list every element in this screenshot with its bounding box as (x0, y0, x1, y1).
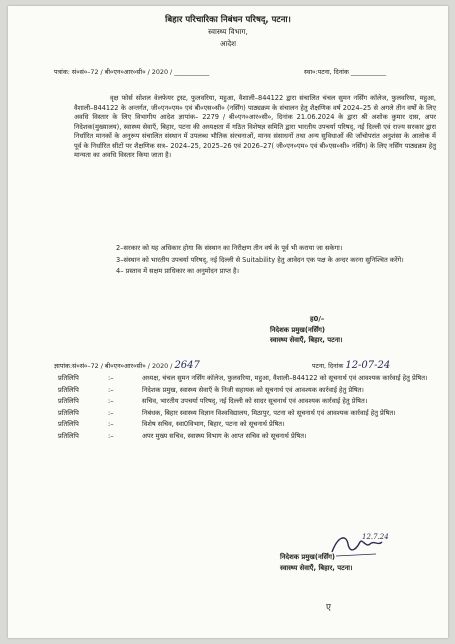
handwritten-number: 2647 (174, 360, 200, 371)
signatory-office-2: स्वास्थ्य सेवाएँ, बिहार, पटना। (280, 563, 353, 572)
copy-row: प्रतिलिपि :– अध्यक्ष, चंचल सुमन नर्सिंग कॉलेज, फुलवरिया, महुआ, वैशाली–844122 को सूचनार्थ एवं आवश्यक कार्रवाई हेतु प्रेषित। (58, 374, 436, 384)
copy-text: अध्यक्ष, चंचल सुमन नर्सिंग कॉलेज, फुलवरिया, महुआ, वैशाली–844122 को सूचनार्थ एवं आवश्यक कार्रवाई हेतु प्रेषित। (142, 374, 428, 382)
copy-row: प्रतिलिपि :– निबंधक, बिहार स्वास्थ्य विज्ञान विश्वविद्यालय, मिठापुर, पटना को सूचनार्थ एवं आवश्यक कार्रवाई हेतु प्रेषित। (58, 409, 436, 419)
copy-list (58, 374, 436, 443)
handwritten-date: 12-07-24 (345, 360, 391, 371)
point-2: 2–सरकार को यह अधिकार होगा कि संस्थान का निरीक्षण तीन वर्ष के पूर्व भी कराया जा सकेगा। (116, 244, 343, 252)
copy-label: प्रतिलिपि (58, 385, 79, 394)
copy-text: निबंधक, बिहार स्वास्थ्य विज्ञान विश्वविद्यालय, मिठापुर, पटना को सूचनार्थ एवं आवश्यक कार्रवाई हेतु प्रेषित। (142, 408, 396, 417)
memo-number-text: ज्ञापांक:सं०सं०–72 / बी०एन०आर०सी० / 2020 / (54, 362, 173, 370)
memo-date (312, 359, 390, 374)
order-body (74, 94, 436, 161)
copy-row: प्रतिलिपि :– सचिव, भारतीय उपचर्या परिषद्, नई दिल्ली को सादर सूचनार्थ एवं आवश्यक कार्रवाई हेतु प्रेषित। (58, 397, 436, 407)
signatory-title-2: निदेशक प्रमुख(नर्सिंग) (280, 553, 336, 561)
copy-label: प्रतिलिपि (58, 397, 79, 406)
end-mark: ए (326, 603, 331, 613)
copy-label: प्रतिलिपि (58, 431, 79, 440)
signature-block-1 (270, 314, 343, 346)
reference-row (54, 68, 428, 80)
org-title: बिहार परिचारिका निबंधन परिषद्, पटना। (165, 15, 291, 25)
copy-row: प्रतिलिपि :– विशेष सचिव, स्वा0विभाग, बिहार, पटना को सूचनार्थ प्रेषित। (58, 420, 436, 430)
letter-number: पत्रांक: सं०सं०–72 / बी०एन०आर०सी० / 2020 / ___________ (54, 68, 210, 76)
department-name: स्वास्थ्य विभाग, (208, 27, 248, 36)
document-page (8, 6, 448, 638)
copy-text: सचिव, भारतीय उपचर्या परिषद्, नई दिल्ली को सादर सूचनार्थ एवं आवश्यक कार्रवाई हेतु प्रेषित। (142, 397, 368, 406)
copy-row: प्रतिलिपि :– अपर मुख्य सचिव, स्वास्थ्य विभाग के आप्त सचिव को सूचनार्थ प्रेषित। (58, 432, 436, 442)
letter-date: स्था०:पटना, दिनांक ___________ (304, 68, 387, 76)
signed-mark: ह0/– (310, 315, 325, 323)
memo-date-label: पटना, दिनांक (312, 362, 344, 370)
order-points (116, 244, 428, 279)
point-4: 4– प्रस्ताव में सक्षम प्राधिकार का अनुमोदन प्राप्त है। (116, 267, 240, 276)
order-paragraph: वृक्ष फोर्स सोशल वेलफेयर ट्रस्ट, फुलवरिया, महुआ, वैशाली–844122 द्वारा संचालित चंचल सुमन नर्सिंग कॉलेज, फुलवरिया, महुआ, वैशाली–844122 के अन्तर्गत, जी०एन०एम० एवं बी०एस०सी० (नर्सिंग) पाठ्यक्रम के संचालन हेतु शैक्षणिक वर्ष 2024–25 से अगले तीन वर्षों के लिए अवधि विस्तार के लिए विभागीय आदेश ज्ञापांक– 2279 / बी०एन०आर०सी०, दिनांक 21.06.2024 के द्वारा श्री अशोक कुमार दास, अपर निदेशक(मुख्यालय), स्वास्थ्य सेवाएँ, बिहार, पटना की अध्यक्षता में गठित विशेषज्ञ समिति द्वारा भारतीय उपचर्या परिषद्, नई दिल्ली एवं राज्य सरकार द्वारा निर्धारित मानकों के अनुरूप संचालित संस्थान में उपलब्ध भौतिक संरचनाओं, मानव संसाधनों तथा अन्य सुविधाओं की जाँचोपरांत अनुशंसा के आलोक में पूर्व के निर्धारित सीटों पर शैक्षणिक सत्र– 2024–25, 2025–26 एवं 2026–27( जी०एन०एम० एवं बी०एस०सी० नर्सिंग) के लिए नर्सिंग पाठ्यक्रम हेतु मान्यता का अवधि विस्तार किया जाता है। (74, 94, 436, 160)
signatory-office: स्वास्थ्य सेवाएँ, बिहार, पटना। (270, 336, 343, 345)
memo-reference-row (54, 359, 428, 373)
point-3: 3–संस्थान को भारतीय उपचर्या परिषद्, नई दिल्ली से Suitability हेतु आवेदन एक पक्ष के अन्दर करना सुनिश्चित करेंगे। (116, 255, 404, 264)
order-heading: आदेश (219, 39, 237, 48)
copy-label: प्रतिलिपि (58, 408, 79, 417)
copy-text: विशेष सचिव, स्वा0विभाग, बिहार, पटना को सूचनार्थ प्रेषित। (142, 420, 285, 429)
copy-label: प्रतिलिपि (58, 420, 79, 429)
copy-row: प्रतिलिपि :– निदेशक प्रमुख, स्वास्थ्य सेवाएँ के निजी सहायक को सूचनार्थ एवं आवश्यक कार्रवाई हेतु प्रेषित। (58, 386, 436, 396)
signature-block-2 (280, 552, 353, 573)
copy-label: प्रतिलिपि (58, 374, 79, 382)
signature-date: 12.7.24 (362, 533, 389, 541)
copy-text: अपर मुख्य सचिव, स्वास्थ्य विभाग के आप्त सचिव को सूचनार्थ प्रेषित। (142, 431, 307, 440)
copy-text: निदेशक प्रमुख, स्वास्थ्य सेवाएँ के निजी सहायक को सूचनार्थ एवं आवश्यक कार्रवाई हेतु प्रेषित। (142, 385, 364, 394)
memo-number (54, 359, 200, 374)
signatory-title: निदेशक प्रमुख(नर्सिंग) (270, 325, 326, 334)
